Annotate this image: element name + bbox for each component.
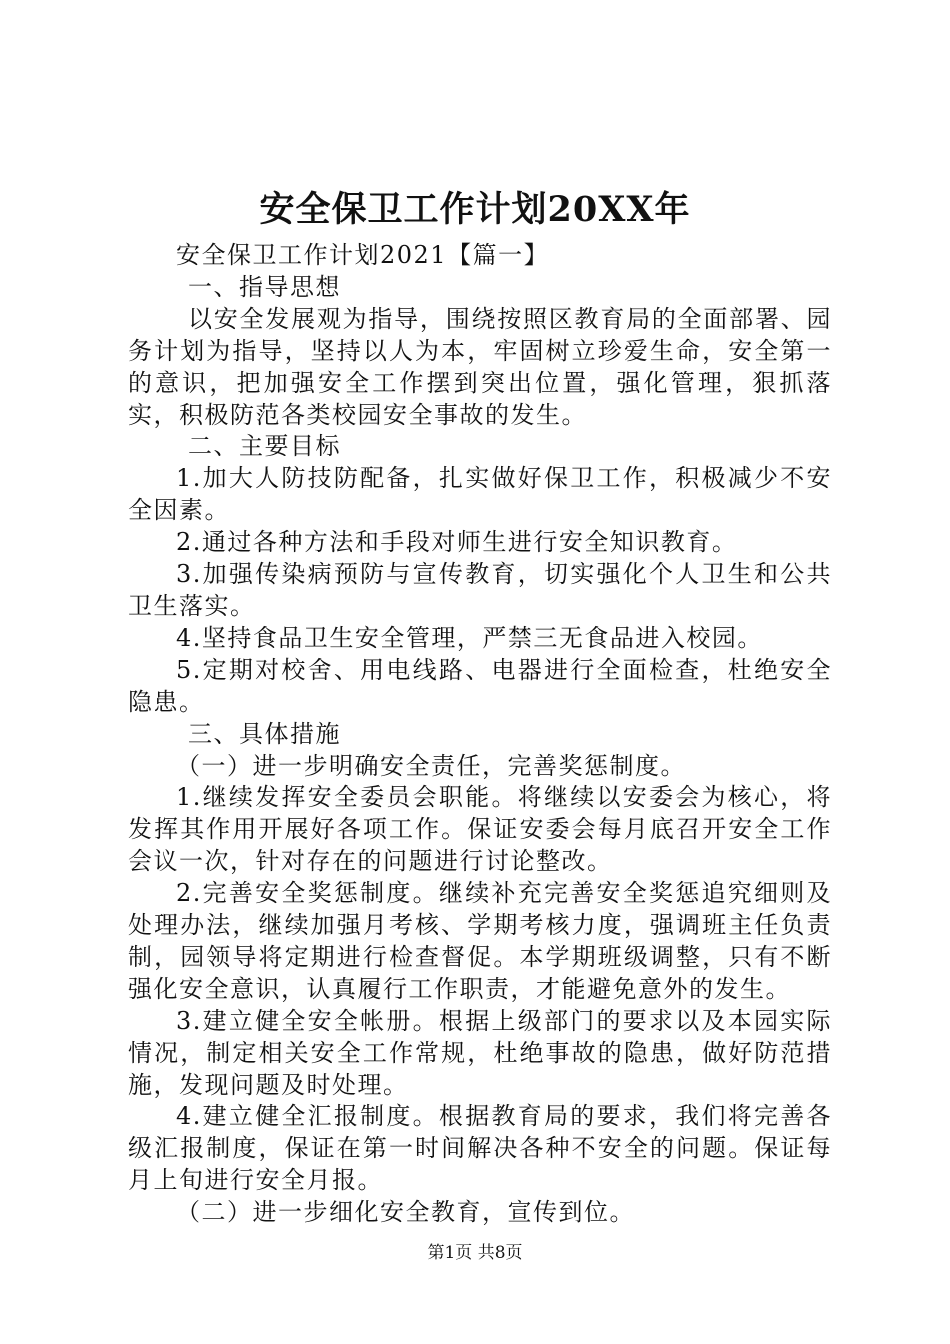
paragraph: 2.完善安全奖惩制度。继续补充完善安全奖惩追究细则及处理办法，继续加强月考核、学期考核力度，强调班主任负责制，园领导将定期进行检查督促。本学期班级调整，只有不断强化安全意识，认真履行工作职责，才能避免意外的发生。 (128, 879, 832, 1003)
paragraph: 3.加强传染病预防与宣传教育，切实强化个人卫生和公共卫生落实。 (128, 560, 832, 620)
subsection-heading: （二）进一步细化安全教育，宣传到位。 (176, 1198, 635, 1227)
section-heading: 三、具体措施 (188, 719, 341, 748)
document-title: 安全保卫工作计划20XX年 (259, 189, 691, 230)
paragraph: 1.加大人防技防配备，扎实做好保卫工作，积极减少不安全因素。 (128, 464, 832, 525)
subsection-heading: （一）进一步明确安全责任，完善奖惩制度。 (176, 751, 686, 780)
paragraph: 1.继续发挥安全委员会职能。将继续以安委会为核心，将发挥其作用开展好各项工作。保证安委会每月底召开安全工作会议一次，针对存在的问题进行讨论整改。 (128, 783, 832, 876)
paragraph: 5.定期对校舍、用电线路、电器进行全面检查，杜绝安全隐患。 (128, 655, 832, 716)
paragraph: 安全保卫工作计划2021【篇一】 (176, 241, 550, 269)
section-heading: 二、主要目标 (188, 432, 341, 461)
paragraph: 以安全发展观为指导，围绕按照区教育局的全面部署、园务计划为指导，坚持以人为本，牢固树立珍爱生命，安全第一的意识，把加强安全工作摆到突出位置，强化管理，狠抓落实，积极防范各类校园安全事故的发生。 (128, 304, 832, 429)
paragraph: 4.建立健全汇报制度。根据教育局的要求，我们将完善各级汇报制度，保证在第一时间解决各种不安全的问题。保证每月上旬进行安全月报。 (128, 1102, 832, 1195)
page-footer: 第1页 共8页 (427, 1243, 523, 1263)
paragraph: 2.通过各种方法和手段对师生进行安全知识教育。 (176, 528, 738, 557)
document-body (128, 240, 832, 1229)
section-heading: 一、指导思想 (188, 272, 341, 301)
paragraph: 3.建立健全安全帐册。根据上级部门的要求以及本园实际情况，制定相关安全工作常规，杜绝事故的隐患，做好防范措施，发现问题及时处理。 (128, 1006, 832, 1099)
paragraph: 4.坚持食品卫生安全管理，严禁三无食品进入校园。 (176, 623, 763, 652)
